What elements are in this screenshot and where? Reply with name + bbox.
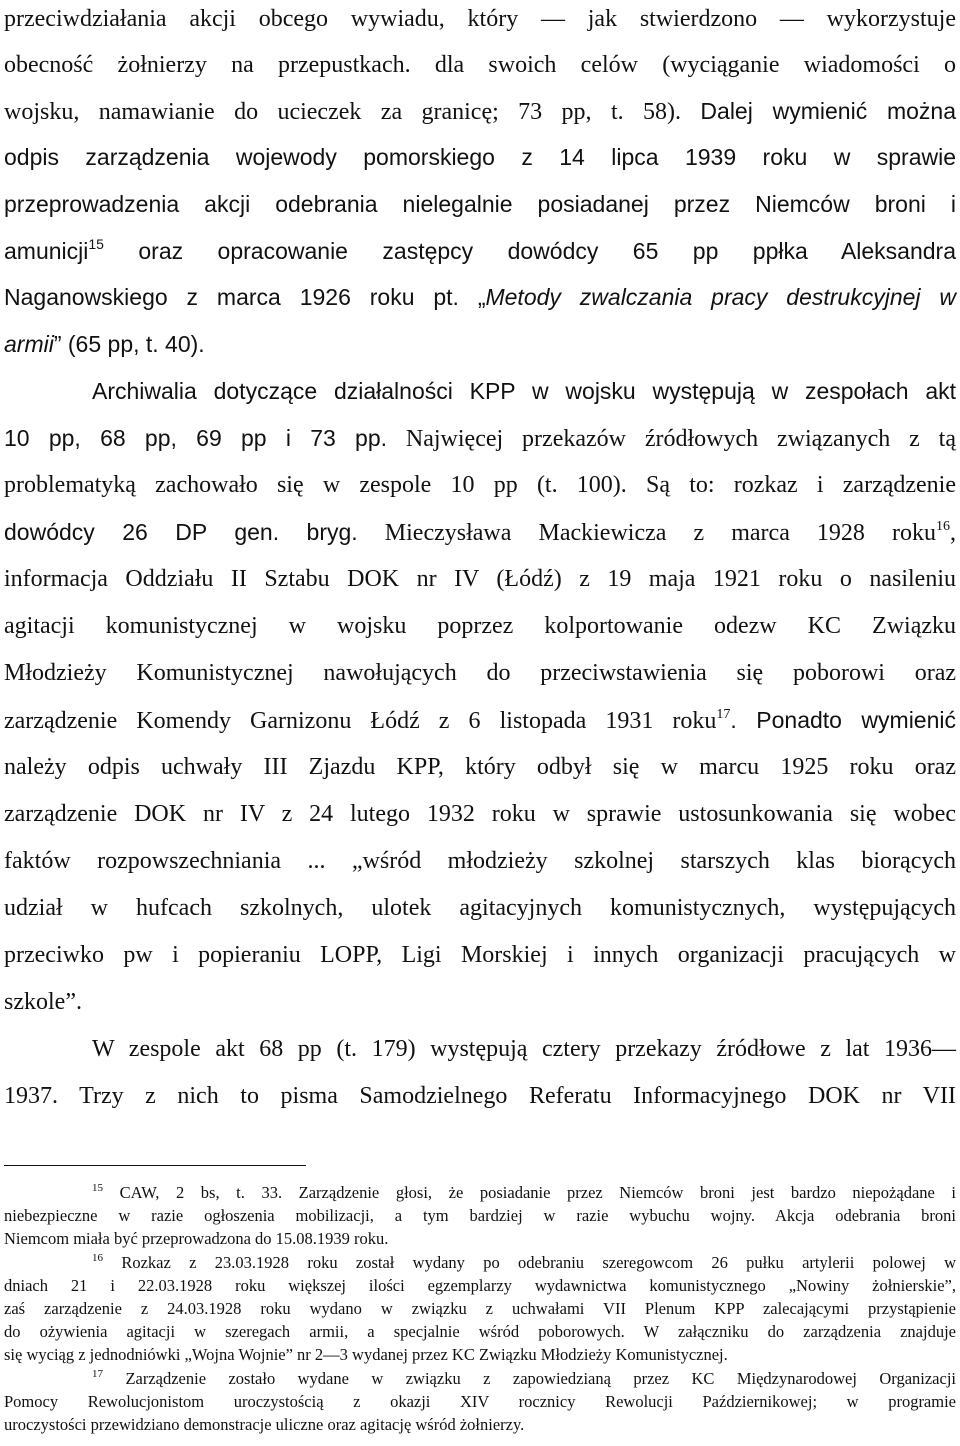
footnote-ref-17: 17 (716, 707, 731, 722)
footnote-line: uroczystości przewidziano demonstracje uliczne oraz agitację wśród żołnierzy. (4, 1415, 525, 1434)
text-line: armii” (65 pp, t. 40). (4, 331, 205, 357)
footnote-line: się wyciąg z jednodniówki „Wojna Wojnie” nr 2—3 wydanej przez KC Związku Młodzieży Komunistycznej. (4, 1345, 728, 1364)
footnote-line: $^{17}$ Zarządzenie zostało wydane w związku z zapowiedzianą przez KC Międzynarodowej Organizacji (92, 1368, 956, 1388)
footnote-line: $^{15}$ CAW, 2 bs, t. 33. Zarządzenie głosi, że posiadanie przez Niemców broni jest bardzo niepożądane i (92, 1182, 957, 1202)
text-line: wojsku, namawianie do ucieczek za granicę; 73 pp, t. 58). Dalej wymienić można (4, 98, 957, 125)
text-line: obecność żołnierzy na przepustkach. dla swoich celów (wyciąganie wiadomości o (4, 52, 956, 78)
text-line: Archiwalia dotyczące działalności KPP w wojsku występują w zespołach akt (92, 378, 956, 404)
text-line: należy odpis uchwały III Zjazdu KPP, który odbył się w marcu 1925 roku oraz (4, 754, 956, 780)
text-line: problematyką zachowało się w zespole 10 pp (t. 100). Są to: rozkaz i zarządzenie (4, 472, 956, 498)
footnote-line: $^{16}$ Rozkaz z 23.03.1928 roku został wydany po odebraniu szeregowcom 26 pułku artylerii polowej w (92, 1252, 957, 1272)
text-line: 1937. Trzy z nich to pisma Samodzielnego Referatu Informacyjnego DOK nr VII (4, 1083, 956, 1109)
text-line: faktów rozpowszechniania ... „wśród młodzieży szkolnej starszych klas biorących (4, 848, 956, 874)
footnote-line: do ożywienia agitacji w szeregach armii, a specjalnie wśród poborowych. W załączniku do zarządzenia znajduje (4, 1322, 956, 1341)
footnote-number: 17 (92, 1368, 103, 1380)
text-line: W zespole akt 68 pp (t. 179) występują cztery przekazy źródłowe z lat 1936— (92, 1036, 956, 1062)
text-line: przeciwko pw i popieraniu LOPP, Ligi Morskiej i innych organizacji pracujących w (4, 942, 956, 968)
text-line: Naganowskiego z marca 1926 roku pt. „Metody zwalczania pracy destrukcyjnej w (4, 284, 956, 310)
text-line: amunicji$^{15}$ oraz opracowanie zastępcy dowódcy 65 pp ppłka Aleksandra (4, 236, 957, 264)
text-line: zarządzenie Komendy Garnizonu Łódź z 6 listopada 1931 roku$^{17}$. Ponadto wymienić (4, 707, 956, 734)
footnote-line: dniach 21 i 22.03.1928 roku większej ilości egzemplarzy wydawnictwa komunistycznego „Nowiny żołnierskie”, (4, 1276, 956, 1295)
text-line: dowódcy 26 DP gen. bryg. Mieczysława Mackiewicza z marca 1928 roku$^{16}$, (4, 519, 957, 546)
text-line: zarządzenie DOK nr IV z 24 lutego 1932 roku w sprawie ustosunkowania się wobec (4, 801, 956, 827)
footnote-number: 16 (92, 1252, 103, 1264)
footnote-number: 15 (92, 1182, 103, 1194)
text-line: przeciwdziałania akcji obcego wywiadu, który — jak stwierdzono — wykorzystuje (4, 6, 956, 32)
footnote-line: Niemcom miała być przeprowadzona do 15.08.1939 roku. (4, 1229, 389, 1248)
footnote-line: zaś zarządzenie z 24.03.1928 roku wydano w związku z uchwałami VII Plenum KPP zalecającymi przystąpienie (4, 1299, 956, 1318)
text-line: odpis zarządzenia wojewody pomorskiego z 14 lipca 1939 roku w sprawie (4, 144, 956, 170)
text-line: szkole”. (4, 989, 82, 1015)
footnote-ref-16: 16 (936, 519, 951, 534)
footnote-separator (4, 1165, 306, 1166)
text-line: agitacji komunistycznej w wojsku poprzez kolportowanie odezw KC Związku (4, 613, 956, 639)
footnote-ref-15: 15 (88, 236, 104, 252)
footnote-line: Pomocy Rewolucjonistom uroczystością z okazji XIV rocznicy Rewolucji Październikowej; w programie (4, 1392, 956, 1411)
text-line: 10 pp, 68 pp, 69 pp i 73 pp. Najwięcej przekazów źródłowych związanych z tą (4, 425, 956, 452)
text-line: przeprowadzenia akcji odebrania nielegalnie posiadanej przez Niemców broni i (4, 191, 956, 217)
text-line: informacja Oddziału II Sztabu DOK nr IV (Łódź) z 19 maja 1921 roku o nasileniu (4, 566, 956, 592)
footnote-line: niebezpieczne w razie ogłoszenia mobilizacji, a tym bardziej w razie wybuchu wojny. Akcja odebrania broni (4, 1206, 956, 1225)
text-line: Młodzieży Komunistycznej nawołujących do przeciwstawienia się poborowi oraz (4, 660, 956, 686)
text-line: udział w hufcach szkolnych, ulotek agitacyjnych komunistycznych, występujących (4, 895, 956, 921)
